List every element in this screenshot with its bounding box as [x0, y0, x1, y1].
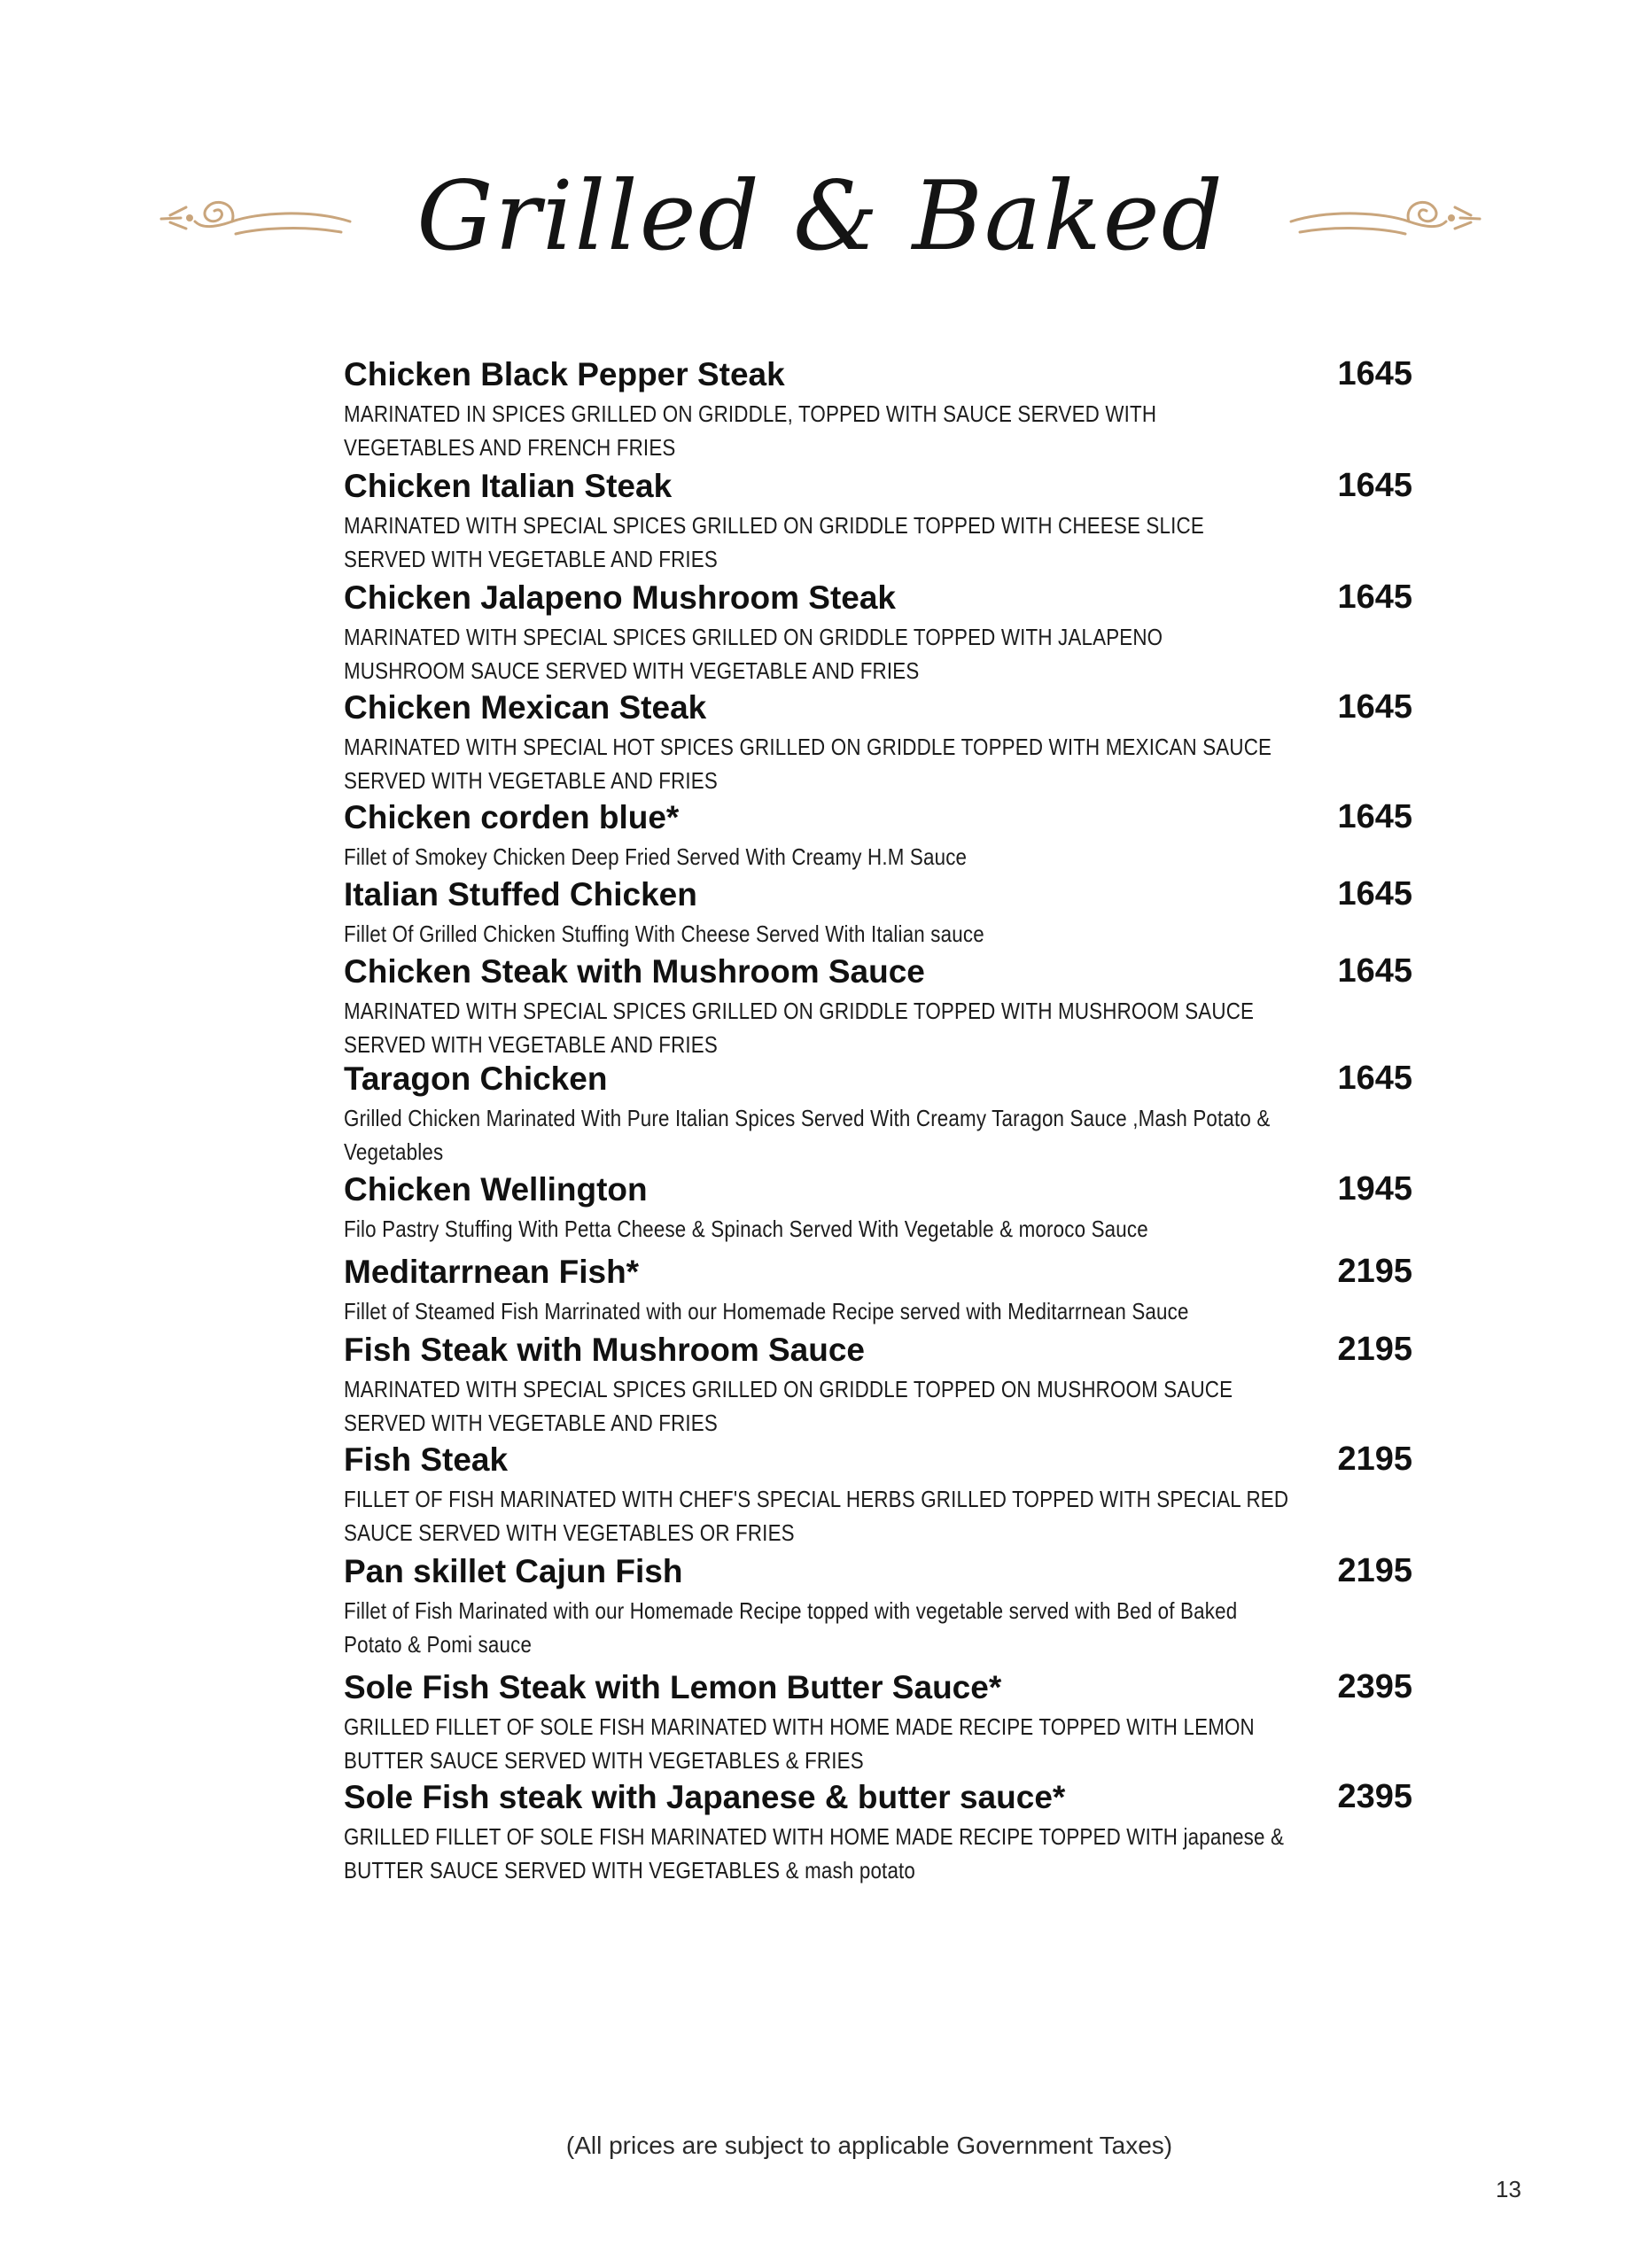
menu-item — [344, 464, 1423, 576]
item-price: 1945 — [1337, 1170, 1412, 1208]
item-description: MARINATED IN SPICES GRILLED ON GRIDDLE, TOPPED WITH SAUCE SERVED WITH VEGETABLES AND FRENCH FRIES — [344, 400, 1157, 461]
tax-note: (All prices are subject to applicable Government Taxes) — [565, 2132, 1173, 2159]
menu-list — [344, 353, 1423, 1887]
menu-item — [344, 1550, 1423, 1666]
item-description: MARINATED WITH SPECIAL SPICES GRILLED ON GRIDDLE TOPPED WITH MUSHROOM SAUCE SERVED WITH VEGETABLE AND FRIES — [344, 998, 1255, 1058]
item-price: 2395 — [1337, 1668, 1412, 1705]
page-header — [0, 142, 1641, 292]
menu-item — [344, 1775, 1423, 1887]
page-number: 13 — [1496, 2176, 1521, 2202]
item-name: Chicken Black Pepper Steak — [344, 356, 785, 392]
item-description: MARINATED WITH SPECIAL SPICES GRILLED ON GRIDDLE TOPPED WITH JALAPENO MUSHROOM SAUCE SERVED WITH VEGETABLE AND FRIES — [344, 624, 1163, 684]
item-name: Chicken Jalapeno Mushroom Steak — [344, 579, 897, 616]
item-description: Filo Pastry Stuffing With Petta Cheese & Spinach Served With Vegetable & moroco Sauce — [344, 1216, 1148, 1242]
item-name: Chicken corden blue* — [344, 799, 680, 835]
item-name: Pan skillet Cajun Fish — [344, 1553, 683, 1589]
right-flourish-icon — [1287, 186, 1490, 248]
item-price: 2395 — [1337, 1778, 1412, 1815]
item-description: GRILLED FILLET OF SOLE FISH MARINATED WITH HOME MADE RECIPE TOPPED WITH LEMON BUTTER SAUCE SERVED WITH VEGETABLES & FRIES — [344, 1713, 1255, 1774]
item-description: MARINATED WITH SPECIAL SPICES GRILLED ON GRIDDLE TOPPED ON MUSHROOM SAUCE SERVED WITH VEGETABLE AND FRIES — [344, 1376, 1233, 1436]
menu-item — [344, 1250, 1423, 1328]
item-name: Chicken Italian Steak — [344, 468, 673, 504]
item-name: Chicken Wellington — [344, 1171, 648, 1208]
menu-item — [344, 1666, 1423, 1775]
item-description: MARINATED WITH SPECIAL SPICES GRILLED ON GRIDDLE TOPPED WITH CHEESE SLICE SERVED WITH VEGETABLE AND FRIES — [344, 512, 1204, 572]
item-description: Fillet of Smokey Chicken Deep Fried Served With Creamy H.M Sauce — [344, 843, 968, 870]
item-name: Chicken Steak with Mushroom Sauce — [344, 953, 925, 990]
item-price: 1645 — [1337, 952, 1412, 990]
item-name: Taragon Chicken — [344, 1060, 608, 1097]
item-description: Fillet of Fish Marinated with our Homemade Recipe topped with vegetable served with Bed of Baked Potato & Pomi sauce — [344, 1597, 1238, 1658]
menu-item — [344, 796, 1423, 873]
item-description: GRILLED FILLET OF SOLE FISH MARINATED WITH HOME MADE RECIPE TOPPED WITH japanese & BUTTER SAUCE SERVED WITH VEGETABLES & mash potato — [344, 1823, 1285, 1884]
item-name: Italian Stuffed Chicken — [344, 876, 697, 913]
item-description: FILLET OF FISH MARINATED WITH CHEF'S SPECIAL HERBS GRILLED TOPPED WITH SPECIAL RED SAUCE SERVED WITH VEGETABLES OR FRIES — [344, 1486, 1289, 1546]
item-price: 1645 — [1337, 467, 1412, 504]
item-price: 1645 — [1337, 355, 1412, 392]
menu-item — [344, 1438, 1423, 1550]
menu-item — [344, 950, 1423, 1057]
menu-item — [344, 353, 1423, 464]
item-price: 1645 — [1337, 1060, 1412, 1097]
item-price: 1645 — [1337, 688, 1412, 726]
item-name: Meditarrnean Fish* — [344, 1254, 640, 1290]
item-price: 1645 — [1337, 875, 1412, 913]
item-description: MARINATED WITH SPECIAL HOT SPICES GRILLED ON GRIDDLE TOPPED WITH MEXICAN SAUCE SERVED WITH VEGETABLE AND FRIES — [344, 734, 1272, 794]
item-price: 1645 — [1337, 798, 1412, 835]
item-name: Fish Steak with Mushroom Sauce — [344, 1332, 866, 1368]
item-description: Fillet Of Grilled Chicken Stuffing With Cheese Served With Italian sauce — [344, 920, 984, 947]
page-title: Grilled & Baked — [416, 161, 1225, 272]
item-description: Fillet of Steamed Fish Marrinated with our Homemade Recipe served with Meditarrnean Sauce — [344, 1298, 1189, 1324]
item-price: 1645 — [1337, 579, 1412, 616]
item-description: Grilled Chicken Marinated With Pure Italian Spices Served With Creamy Taragon Sauce ,Mash Potato & Vegetables — [344, 1105, 1271, 1165]
menu-item — [344, 686, 1423, 796]
item-price: 2195 — [1337, 1253, 1412, 1290]
menu-item — [344, 1328, 1423, 1438]
menu-item — [344, 873, 1423, 950]
menu-item — [344, 1057, 1423, 1168]
item-name: Chicken Mexican Steak — [344, 689, 707, 726]
item-price: 2195 — [1337, 1441, 1412, 1478]
item-name: Fish Steak — [344, 1441, 509, 1478]
item-price: 2195 — [1337, 1331, 1412, 1368]
menu-item — [344, 1168, 1423, 1250]
menu-item — [344, 576, 1423, 686]
item-name: Sole Fish Steak with Lemon Butter Sauce* — [344, 1669, 1002, 1705]
item-price: 2195 — [1337, 1552, 1412, 1589]
item-name: Sole Fish steak with Japanese & butter sauce* — [344, 1779, 1066, 1815]
left-flourish-icon — [151, 186, 354, 248]
